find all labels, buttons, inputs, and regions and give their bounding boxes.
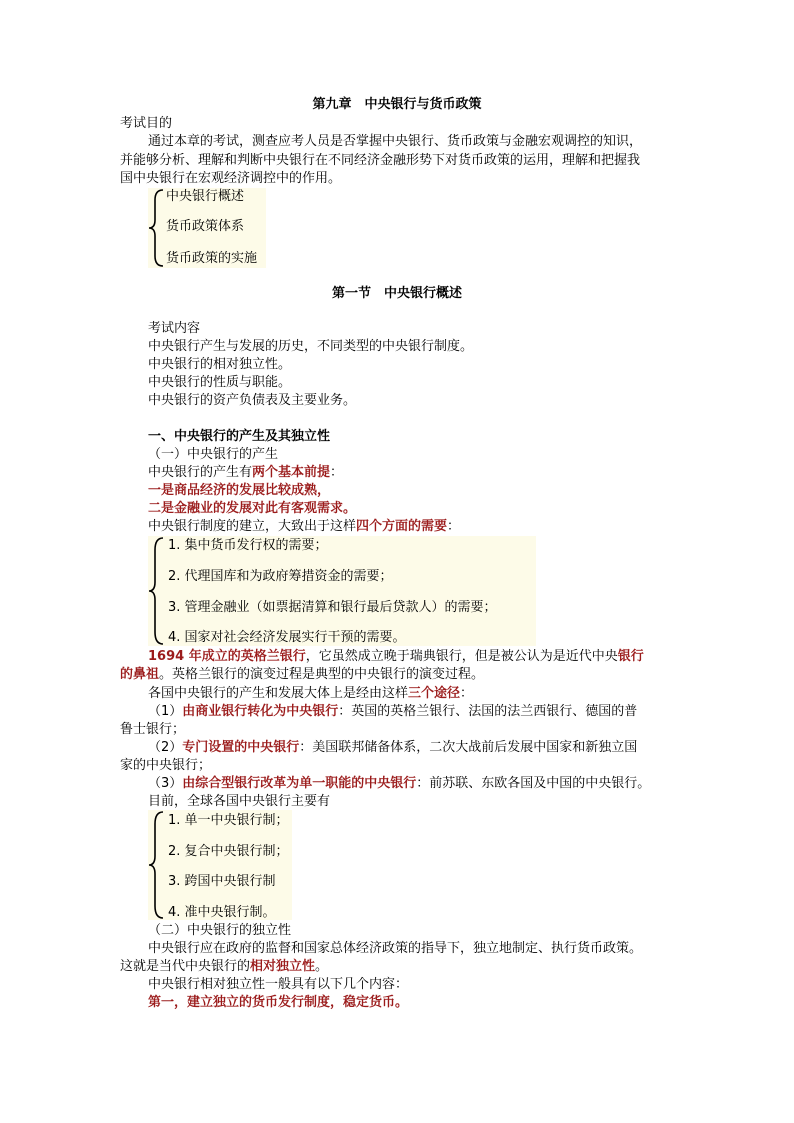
indep-line-2 <box>120 958 328 975</box>
paths-red: 三个途径 <box>408 686 461 701</box>
path-2-rest: ：美国联邦储备体系，二次大战前后发展中国家和新独立国 <box>299 740 638 755</box>
path-3-red: 由综合型银行改革为单一职能的中央银行 <box>182 776 417 791</box>
type-item-4: 4. 准中央银行制。 <box>168 905 276 920</box>
path-2-line <box>148 739 637 756</box>
boe-line-1 <box>148 648 644 665</box>
boe-mid: ，它虽然成立晚于瑞典银行，但是被公认为是近代中央 <box>305 649 618 664</box>
need-item-1: 1. 集中货币发行权的需要； <box>168 538 328 553</box>
first-point: 第一，建立独立的货币发行制度，稳定货币。 <box>148 995 409 1010</box>
premise-prefix: 中央银行的产生有 <box>148 465 253 480</box>
part1-sub2: （二）中央银行的独立性 <box>148 923 292 938</box>
exam-content-item-4: 中央银行的资产负债表及主要业务。 <box>148 393 357 408</box>
type-item-2: 2. 复合中央银行制； <box>168 844 289 859</box>
premise-suffix: ： <box>330 465 344 480</box>
path-3-num: （3） <box>148 776 183 791</box>
path-3-rest: ：前苏联、东欧各国及中国的中央银行。 <box>416 776 651 791</box>
path-1-rest: ：英国的英格兰银行、法国的法兰西银行、德国的普 <box>338 704 638 719</box>
boe-red-3: 的鼻祖 <box>120 667 160 682</box>
need-item-4: 4. 国家对社会经济发展实行干预的需要。 <box>168 630 406 645</box>
part1-heading: 一、中央银行的产生及其独立性 <box>148 429 331 444</box>
path-2-num: （2） <box>148 740 183 755</box>
indep-red: 相对独立性 <box>250 959 316 974</box>
boe-red: 1694 年成立的英格兰银行 <box>148 649 306 664</box>
left-brace-icon <box>148 810 166 920</box>
path-3-line <box>148 775 650 792</box>
type-item-3: 3. 跨国中央银行制 <box>168 874 276 889</box>
indep-suffix: 。 <box>315 959 329 974</box>
exam-content-item-2: 中央银行的相对独立性。 <box>148 357 292 372</box>
outline-box <box>148 188 266 268</box>
paths-suffix: ： <box>460 686 474 701</box>
boe-red-2: 银行 <box>617 649 644 664</box>
type-item-1: 1. 单一中央银行制； <box>168 813 289 828</box>
needs-box <box>148 536 536 646</box>
boe-line-2 <box>120 666 484 683</box>
indep-prefix: 这就是当代中央银行的 <box>120 959 251 974</box>
exam-purpose-line-3: 国中央银行在宏观经济调控中的作用。 <box>120 171 342 186</box>
need-item-3: 3. 管理金融业（如票据清算和银行最后贷款人）的需要； <box>168 600 497 615</box>
section-title: 第一节 中央银行概述 <box>331 286 462 301</box>
types-intro: 目前，全球各国中央银行主要有 <box>148 794 331 809</box>
indep-content: 中央银行相对独立性一般具有以下几个内容： <box>148 977 409 992</box>
exam-content-item-1: 中央银行产生与发展的历史，不同类型的中央银行制度。 <box>148 339 474 354</box>
exam-purpose-line-1: 通过本章的考试，测查应考人员是否掌握中央银行、货币政策与金融宏观调控的知识， <box>148 134 643 149</box>
path-1-cont: 鲁士银行； <box>120 722 186 737</box>
left-brace-icon <box>148 536 166 646</box>
premise-red: 两个基本前提 <box>252 465 331 480</box>
need-item-2: 2. 代理国库和为政府筹措资金的需要； <box>168 569 393 584</box>
path-1-line <box>148 703 637 720</box>
path-1-red: 由商业银行转化为中央银行 <box>182 704 339 719</box>
outline-item-2: 货币政策体系 <box>166 219 245 234</box>
premise-line <box>148 464 343 481</box>
needs-red: 四个方面的需要 <box>356 519 448 534</box>
left-brace-icon <box>148 188 166 268</box>
path-1-num: （1） <box>148 704 183 719</box>
needs-suffix: ： <box>447 519 461 534</box>
types-box <box>148 810 292 920</box>
indep-line-1: 中央银行应在政府的监督和国家总体经济政策的指导下，独立地制定、执行货币政策。 <box>148 941 643 956</box>
premise-1: 一是商品经济的发展比较成熟， <box>148 483 331 498</box>
part1-sub1: （一）中央银行的产生 <box>148 447 279 462</box>
paths-line <box>148 685 473 702</box>
outline-item-1: 中央银行概述 <box>166 189 245 204</box>
outline-item-3: 货币政策的实施 <box>166 251 258 266</box>
needs-prefix: 中央银行制度的建立，大致出于这样 <box>148 519 357 534</box>
exam-content-heading: 考试内容 <box>148 321 201 336</box>
boe-rest: 。英格兰银行的演变过程是典型的中央银行的演变过程。 <box>159 667 485 682</box>
path-2-cont: 家的中央银行； <box>120 758 212 773</box>
paths-prefix: 各国中央银行的产生和发展大体上是经由这样 <box>148 686 409 701</box>
exam-purpose-heading: 考试目的 <box>120 116 173 131</box>
chapter-title: 第九章 中央银行与货币政策 <box>312 97 482 112</box>
premise-2: 二是金融业的发展对此有客观需求。 <box>148 501 357 516</box>
exam-content-item-3: 中央银行的性质与职能。 <box>148 375 292 390</box>
path-2-red: 专门设置的中央银行 <box>182 740 300 755</box>
exam-purpose-line-2: 并能够分析、理解和判断中央银行在不同经济金融形势下对货币政策的运用，理解和把握我 <box>120 153 641 168</box>
needs-line <box>148 518 460 535</box>
